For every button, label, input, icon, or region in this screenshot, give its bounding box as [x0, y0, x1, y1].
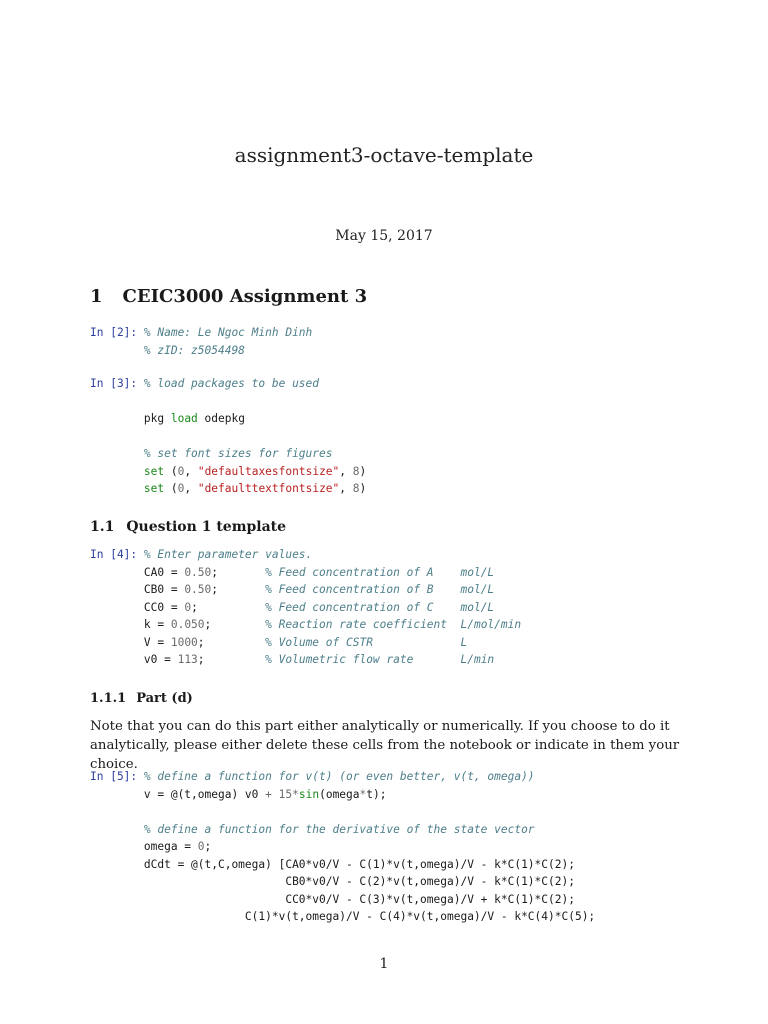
code-comment: % Enter parameter values. [143, 548, 313, 561]
code-text: CB0*v0/V - C(2)*v(t,omega)/V - k*C(1)*C(2); [143, 875, 575, 888]
code-text: ; [191, 600, 266, 614]
code-text: pkg [143, 412, 171, 425]
code-comment: % set font sizes for figures [143, 447, 333, 460]
code-text: CC0 = [143, 600, 185, 614]
subsubsection-heading [90, 691, 193, 706]
code-number: 0.050 [170, 618, 205, 631]
code-keyword: set [143, 464, 165, 478]
code-text: ; [197, 635, 266, 649]
code-text: odepkg [197, 412, 245, 425]
subsubsection-title: Part (d) [136, 691, 193, 706]
code-number: 0.50 [184, 583, 212, 596]
code-comment: % Name: Le Ngoc Minh Dinh [143, 326, 313, 339]
code-number: 0 [177, 464, 185, 478]
subsection-heading [90, 519, 286, 535]
code-cell-4 [90, 546, 521, 669]
code-text: V = [143, 635, 171, 649]
code-string: "defaulttextfontsize" [197, 482, 340, 495]
code-text: ) [359, 482, 367, 495]
code-text: ( [164, 482, 178, 495]
instruction-note: Note that you can do this part either analytically or numerically. If you choose to do it analytically, please either delete these cells from the notebook or indicate in them your choice. [90, 719, 680, 772]
code-number: 0 [177, 482, 185, 495]
code-comment: % load packages to be used [143, 377, 320, 390]
cell-prompt: In [4]: [90, 548, 144, 561]
code-number: 0.50 [184, 565, 212, 579]
cell-prompt: In [2]: [90, 326, 144, 339]
code-text: dCdt = @(t,C,omega) [CA0*v0/V - C(1)*v(t,omega)/V - k*C(1)*C(2); [143, 857, 575, 871]
code-comment: % define a function for the derivative of the state vector [143, 822, 535, 836]
section-title: CEIC3000 Assignment 3 [122, 286, 368, 307]
code-cell-5 [90, 768, 595, 926]
code-operator: * [359, 787, 367, 801]
code-number: 1000 [170, 635, 198, 649]
code-text: CA0 = [143, 565, 185, 579]
code-keyword: set [143, 482, 165, 495]
code-text: CC0*v0/V - C(3)*v(t,omega)/V + k*C(1)*C(2); [143, 892, 575, 906]
code-number: 8 [352, 464, 360, 478]
code-text: CB0 = [143, 583, 185, 596]
code-comment: % Feed concentration of A mol/L [265, 565, 495, 579]
code-keyword: load [170, 412, 198, 425]
code-number: 113 [177, 653, 198, 666]
code-cell-2 [90, 324, 312, 359]
code-text: ; [204, 840, 212, 853]
code-text: , [339, 482, 353, 495]
code-text: ) [359, 464, 367, 478]
code-text: ; [204, 618, 266, 631]
subsubsection-number: 1.1.1 [90, 691, 127, 706]
code-text: ; [197, 653, 266, 666]
document-date: May 15, 2017 [335, 228, 433, 244]
code-number: 8 [352, 482, 360, 495]
subsection-number: 1.1 [90, 519, 115, 535]
code-comment: % Feed concentration of C mol/L [265, 600, 495, 614]
code-number: 0 [184, 600, 192, 614]
code-text: (omega [319, 787, 360, 801]
page-number: 1 [379, 956, 389, 972]
code-text: v = @(t,omega) v0 [143, 787, 266, 801]
cell-prompt: In [3]: [90, 377, 144, 390]
code-text: k = [143, 618, 171, 631]
document-title: assignment3-octave-template [234, 143, 534, 167]
code-comment: % Reaction rate coefficient L/mol/min [265, 618, 522, 631]
code-operator: + [265, 787, 272, 801]
cell-prompt: In [5]: [90, 770, 144, 783]
code-comment: % Volumetric flow rate L/min [265, 653, 495, 666]
code-number: 0 [197, 840, 205, 853]
code-text: ; [211, 583, 266, 596]
code-text: , [184, 482, 198, 495]
code-comment: % Feed concentration of B mol/L [265, 583, 495, 596]
section-heading [90, 286, 367, 307]
code-text [272, 788, 279, 801]
code-text: v0 = [143, 653, 178, 666]
code-text: C(1)*v(t,omega)/V - C(4)*v(t,omega)/V - k*C(4)*C(5); [143, 910, 596, 923]
code-text: , [184, 464, 198, 478]
code-text: omega = [143, 840, 198, 853]
code-number: 15 [278, 787, 293, 801]
code-comment: % define a function for v(t) (or even better, v(t, omega)) [143, 770, 535, 783]
code-text: ( [164, 464, 178, 478]
code-text: ; [211, 565, 266, 579]
code-text: t); [366, 787, 387, 801]
code-operator: * [292, 787, 299, 801]
code-string: "defaultaxesfontsize" [197, 464, 340, 478]
code-builtin: sin [298, 787, 320, 801]
code-comment: % Volume of CSTR L [265, 635, 468, 649]
code-cell-3 [90, 375, 366, 498]
code-text: , [339, 464, 353, 478]
code-comment: % zID: z5054498 [143, 343, 245, 357]
section-number: 1 [90, 286, 103, 307]
subsection-title: Question 1 template [126, 519, 287, 535]
